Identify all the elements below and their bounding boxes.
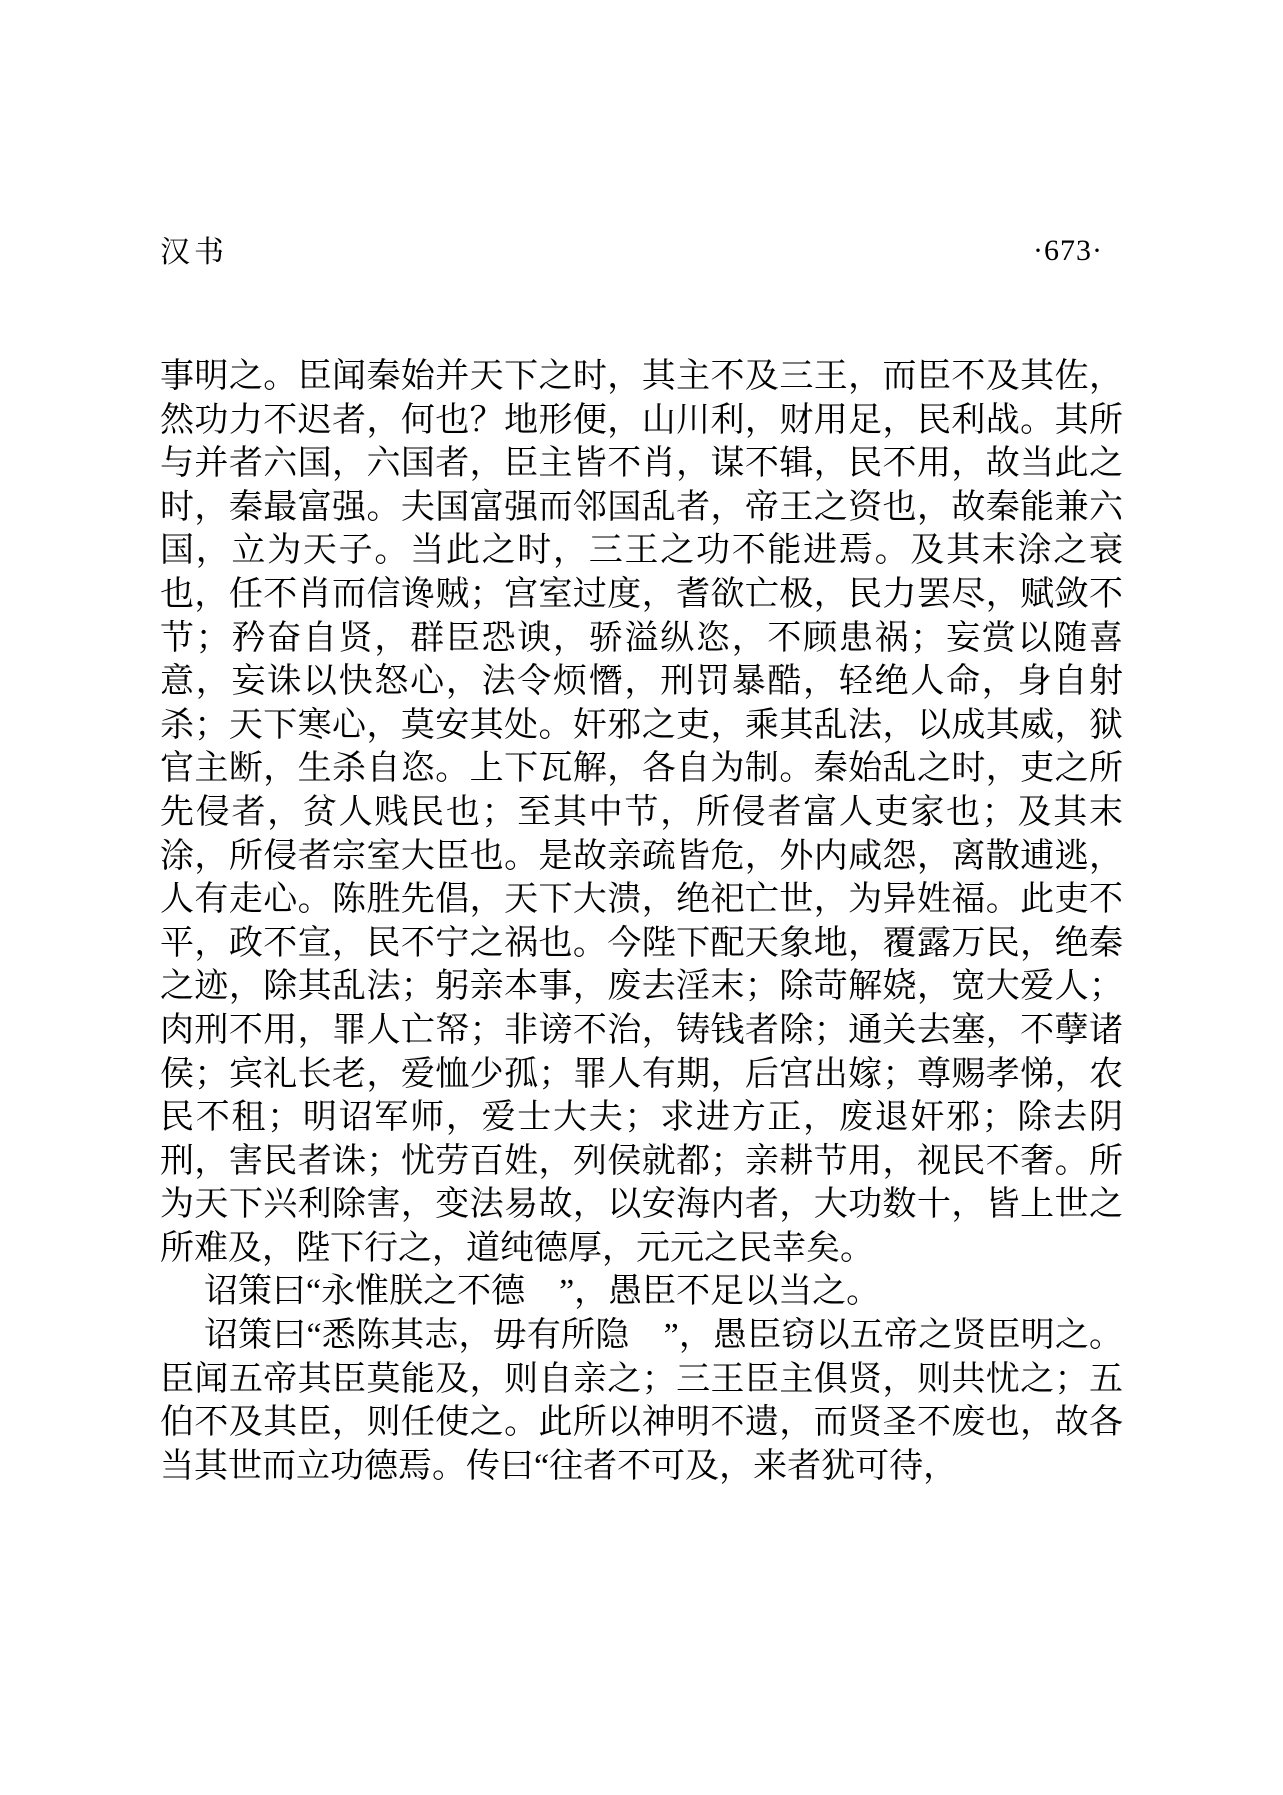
page-number: ·673· (1033, 234, 1103, 267)
page-body (160, 355, 1123, 1488)
paragraph-continued: 事明之。臣闻秦始并天下之时，其主不及三王，而臣不及其佐，然功力不迟者，何也？地形便，山川利，财用足，民利战。其所与并者六国，六国者，臣主皆不肖，谋不辑，民不用，故当此之时，秦最富强。夫国富强而邻国乱者，帝王之资也，故秦能兼六国，立为天子。当此之时，三王之功不能进焉。及其末涂之衰也，任不肖而信谗贼；宫室过度，耆欲亡极，民力罢尽，赋敛不节；矜奋自贤，群臣恐谀，骄溢纵恣，不顾患祸；妄赏以随喜意，妄诛以快怒心，法令烦憯，刑罚暴酷，轻绝人命，身自射杀；天下寒心，莫安其处。奸邪之吏，乘其乱法，以成其威，狱官主断，生杀自恣。上下瓦解，各自为制。秦始乱之时，吏之所先侵者，贫人贱民也；至其中节，所侵者富人吏家也；及其末涂，所侵者宗室大臣也。是故亲疏皆危，外内咸怨，离散逋逃，人有走心。陈胜先倡，天下大溃，绝祀亡世，为异姓福。此吏不平，政不宣，民不宁之祸也。今陛下配天象地，覆露万民，绝秦之迹，除其乱法；躬亲本事，废去淫末；除苛解娆，宽大爱人；肉刑不用，罪人亡帑；非谤不治，铸钱者除；通关去塞，不孽诸侯；宾礼长老，爱恤少孤；罪人有期，后宫出嫁；尊赐孝悌，农民不租；明诏军师，爱士大夫；求进方正，废退奸邪；除去阴刑，害民者诛；忧劳百姓，列侯就都；亲耕节用，视民不奢。所为天下兴利除害，变法易故，以安海内者，大功数十，皆上世之所难及，陛下行之，道纯德厚，元元之民幸矣。 (160, 358, 1123, 1267)
running-head-book-title: 汉书 (160, 236, 228, 269)
paragraph-edict-2: 诏策曰“悉陈其志，毋有所隐 ”，愚臣窃以五帝之贤臣明之。臣闻五帝其臣莫能及，则自亲之；三王臣主俱贤，则共忧之；五伯不及其臣，则任使之。此所以神明不遗，而贤圣不废也，故各当其世而立功德焉。传曰“往者不可及，来者犹可待， (160, 1317, 1123, 1485)
paragraph-edict-1: 诏策曰“永惟朕之不德 ”，愚臣不足以当之。 (204, 1273, 881, 1311)
